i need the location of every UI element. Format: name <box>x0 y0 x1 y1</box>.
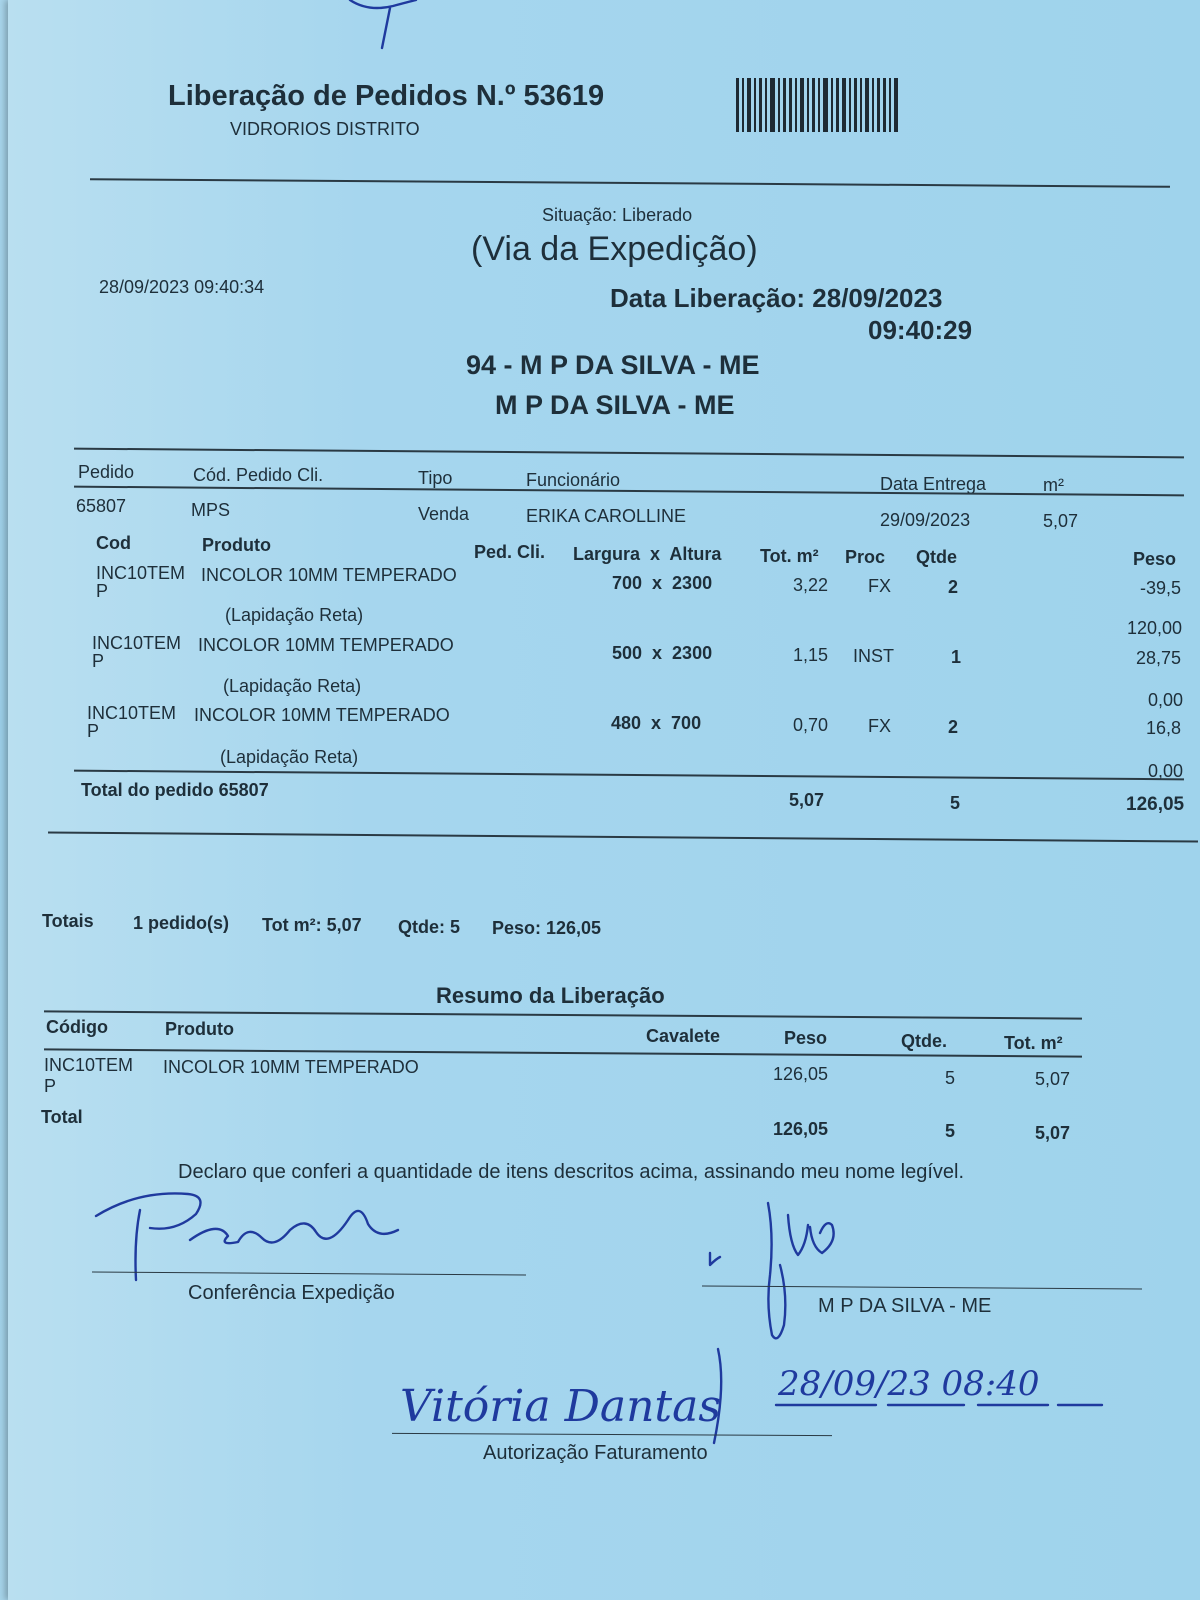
company-name: VIDRORIOS DISTRITO <box>230 119 420 139</box>
order-table-top-rule <box>74 448 1184 459</box>
client-signature-label: M P DA SILVA - ME <box>818 1295 992 1317</box>
item-1-detail-value: 120,00 <box>1127 618 1183 638</box>
order-total-peso: 126,05 <box>1126 794 1185 815</box>
items-col-produto: Produto <box>202 535 271 555</box>
summary-title: Resumo da Liberação <box>436 983 665 1008</box>
item-2-dims: 500 x 2300 <box>612 643 713 663</box>
item-3-cod-suffix: P <box>87 721 100 741</box>
totals-label: Totais <box>42 911 94 931</box>
pen-mark-top <box>338 0 448 55</box>
items-col-tot-m2: Tot. m² <box>760 546 819 566</box>
summary-row-qtde: 5 <box>945 1068 956 1088</box>
order-total-m2: 5,07 <box>789 790 825 810</box>
client-line-1: 94 - M P DA SILVA - ME <box>466 350 760 380</box>
item-1-qtde: 2 <box>948 577 959 597</box>
item-1-produto: INCOLOR 10MM TEMPERADO <box>201 565 457 585</box>
item-1-tot-m2: 3,22 <box>793 575 829 595</box>
item-2-detail: (Lapidação Reta) <box>223 676 362 696</box>
col-tipo: Tipo <box>418 468 453 488</box>
item-1-cod: INC10TEM <box>96 563 186 583</box>
col-m2: m² <box>1043 475 1064 495</box>
order-total-label: Total do pedido 65807 <box>81 780 269 800</box>
items-col-ped-cli: Ped. Cli. <box>474 542 546 562</box>
document-page <box>8 0 1200 1600</box>
document-title: Liberação de Pedidos N.º 53619 <box>168 80 605 112</box>
item-3-tot-m2: 0,70 <box>793 715 829 735</box>
item-3-produto: INCOLOR 10MM TEMPERADO <box>194 705 450 725</box>
autorizacao-label: Autorização Faturamento <box>483 1442 708 1464</box>
col-pedido: Pedido <box>78 462 135 482</box>
barcode <box>736 78 926 132</box>
summary-total-qtde: 5 <box>945 1121 956 1141</box>
header-divider <box>90 178 1170 188</box>
release-time: 09:40:29 <box>868 315 973 345</box>
declaration-text: Declaro que conferi a quantidade de itens descritos acima, assinando meu nome legível. <box>178 1161 965 1183</box>
items-col-cod: Cod <box>96 533 131 553</box>
item-2-produto: INCOLOR 10MM TEMPERADO <box>198 635 454 655</box>
summary-col-codigo: Código <box>46 1017 108 1037</box>
item-2-cod: INC10TEM <box>92 633 182 653</box>
item-3-peso: 16,8 <box>1146 718 1182 738</box>
print-timestamp: 28/09/2023 09:40:34 <box>99 277 265 297</box>
order-data-entrega: 29/09/2023 <box>880 510 971 530</box>
item-3-qtde: 2 <box>948 717 959 737</box>
order-section-end-rule <box>48 831 1198 842</box>
item-3-dims: 480 x 700 <box>611 713 702 733</box>
totals-qtde: Qtde: 5 <box>398 917 461 937</box>
summary-row-codigo: INC10TEM <box>44 1055 134 1075</box>
item-2-peso: 28,75 <box>1136 648 1182 668</box>
item-2-qtde: 1 <box>951 647 962 667</box>
item-3-cod: INC10TEM <box>87 703 177 723</box>
signature-autorizacao <box>388 1345 808 1455</box>
handwritten-name-text: Vitória Dantas <box>400 1381 721 1432</box>
item-1-peso: -39,5 <box>1140 578 1182 598</box>
summary-total-label: Total <box>41 1107 83 1127</box>
summary-total-peso: 126,05 <box>773 1119 829 1139</box>
items-col-dimensions: Largura x Altura <box>573 544 722 564</box>
handwritten-date-text: 28/09/23 08:40 <box>778 1364 1040 1404</box>
col-funcionario: Funcionário <box>526 470 621 490</box>
totals-tot-m2: Tot m²: 5,07 <box>262 915 362 935</box>
col-data-entrega: Data Entrega <box>880 474 987 494</box>
item-1-detail: (Lapidação Reta) <box>225 605 364 625</box>
order-total-rule <box>74 770 1184 781</box>
order-pedido: 65807 <box>76 496 127 516</box>
item-3-detail: (Lapidação Reta) <box>220 747 359 767</box>
items-col-peso: Peso <box>1133 549 1177 569</box>
col-cod-pedido-cli: Cód. Pedido Cli. <box>193 465 324 485</box>
summary-row-codigo-suffix: P <box>44 1076 57 1096</box>
summary-row-peso: 126,05 <box>773 1064 829 1084</box>
summary-col-tot-m2: Tot. m² <box>1004 1033 1063 1053</box>
item-2-detail-value: 0,00 <box>1148 690 1184 710</box>
item-2-tot-m2: 1,15 <box>793 645 829 665</box>
client-line-2: M P DA SILVA - ME <box>495 390 735 420</box>
summary-row-tot-m2: 5,07 <box>1035 1069 1071 1089</box>
summary-col-qtde: Qtde. <box>901 1031 948 1051</box>
items-col-qtde: Qtde <box>916 547 958 567</box>
conferencia-label: Conferência Expedição <box>188 1282 395 1304</box>
item-1-proc: FX <box>868 576 892 596</box>
order-tipo: Venda <box>418 504 470 524</box>
items-col-proc: Proc <box>845 547 886 567</box>
summary-col-peso: Peso <box>784 1028 828 1048</box>
signature-client <box>698 1195 898 1345</box>
via-label: (Via da Expedição) <box>471 230 758 268</box>
item-3-proc: FX <box>868 716 892 736</box>
item-1-cod-suffix: P <box>96 581 109 601</box>
order-table-header-rule <box>74 486 1184 497</box>
item-2-proc: INST <box>853 646 895 666</box>
order-m2: 5,07 <box>1043 511 1079 531</box>
order-cod-pedido-cli: MPS <box>191 500 231 520</box>
summary-row-produto: INCOLOR 10MM TEMPERADO <box>163 1057 419 1077</box>
summary-total-tot-m2: 5,07 <box>1035 1123 1071 1143</box>
summary-col-produto: Produto <box>165 1019 234 1039</box>
status-text: Situação: Liberado <box>542 205 693 225</box>
item-2-cod-suffix: P <box>92 651 105 671</box>
item-1-dims: 700 x 2300 <box>612 573 713 593</box>
item-3-detail-value: 0,00 <box>1148 761 1184 781</box>
totals-peso: Peso: 126,05 <box>492 918 602 938</box>
handwritten-date <box>768 1355 1108 1415</box>
order-total-qtde: 5 <box>950 793 961 813</box>
totals-pedidos: 1 pedido(s) <box>133 913 230 933</box>
summary-col-cavalete: Cavalete <box>646 1026 721 1046</box>
order-funcionario: ERIKA CAROLLINE <box>526 506 687 526</box>
release-date: Data Liberação: 28/09/2023 <box>610 283 943 313</box>
